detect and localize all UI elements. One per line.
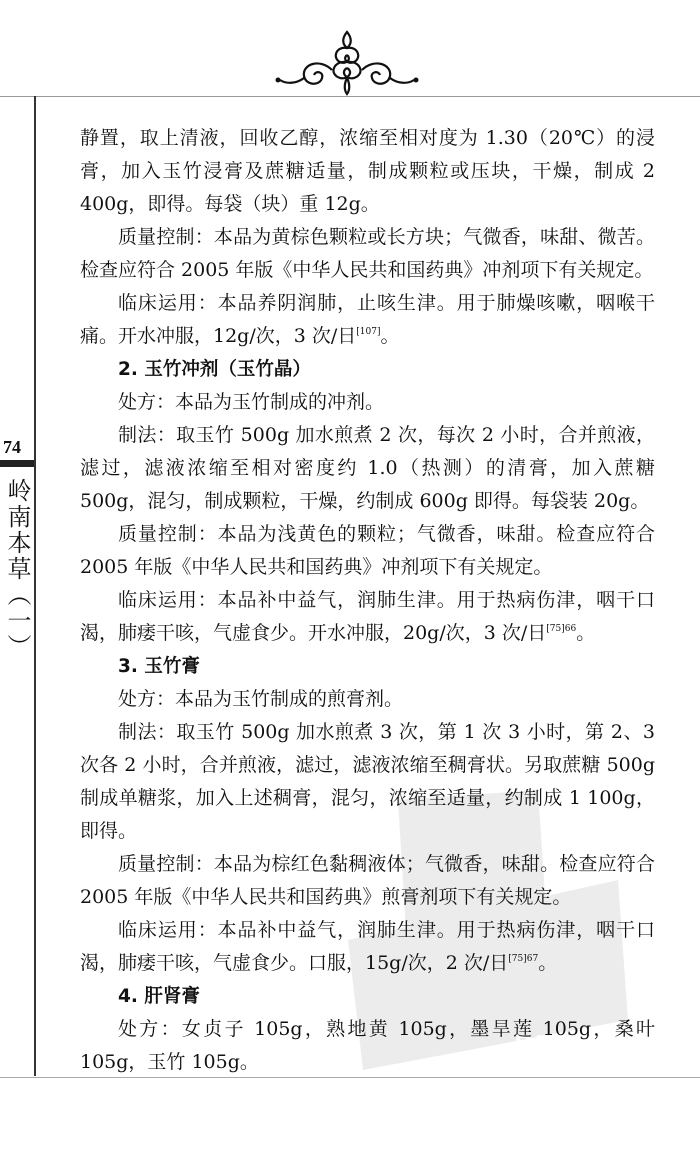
paragraph — [80, 419, 655, 518]
page-number-tab — [0, 460, 34, 467]
paragraph-text: 制法：取玉竹 500g 加水煎煮 2 次，每次 2 小时，合并煎液，滤过，滤液浓缩至相对密度约 1.0（热测）的清膏，加入蔗糖 500g，混匀，制成颗粒，干燥，约制成 600g 即得。每袋装 20g。 — [80, 424, 655, 512]
watermark-label: PDG — [513, 1029, 587, 1069]
paragraph-text: 临床运用：本品补中益气，润肺生津。用于热病伤津，咽干口渴，肺痿干咳，气虚食少。开水冲服，20g/次，3 次/日 — [80, 589, 655, 644]
paragraph-text: 处方：本品为玉竹制成的煎膏剂。 — [118, 688, 404, 710]
section-heading: 2. 玉竹冲剂（玉竹晶） — [118, 359, 311, 380]
paragraph-tail: 。 — [576, 622, 596, 644]
section-heading: 4. 肝肾膏 — [118, 986, 200, 1007]
paragraph-tail: 。 — [380, 325, 400, 347]
paragraph-text: 质量控制：本品为棕红色黏稠液体；气微香，味甜。检查应符合 2005 年版《中华人民共和国药典》煎膏剂项下有关规定。 — [80, 853, 655, 908]
paragraph — [80, 221, 655, 287]
paragraph — [80, 287, 655, 353]
header-rule — [0, 96, 700, 97]
margin-rule — [34, 96, 36, 1076]
paragraph-text: 静置，取上清液，回收乙醇，浓缩至相对度为 1.30（20℃）的浸膏，加入玉竹浸膏及蔗糖适量，制成颗粒或压块，干燥，制成 2 400g，即得。每袋（块）重 12g。 — [80, 127, 655, 215]
paragraph — [80, 584, 655, 650]
paragraph-text: 处方：女贞子 105g，熟地黄 105g，墨旱莲 105g，桑叶 105g，玉竹 105g。 — [80, 1018, 655, 1073]
section-heading: 3. 玉竹膏 — [118, 656, 200, 677]
paragraph-text: 质量控制：本品为浅黄色的颗粒；气微香，味甜。检查应符合 2005 年版《中华人民共和国药典》冲剂项下有关规定。 — [80, 523, 655, 578]
paragraph — [80, 848, 655, 914]
page-body — [80, 122, 655, 1079]
paragraph — [80, 386, 655, 419]
page-number: 74 — [3, 437, 21, 457]
paragraph — [80, 683, 655, 716]
paragraph — [80, 518, 655, 584]
paragraph — [80, 122, 655, 221]
paragraph-text: 临床运用：本品补中益气，润肺生津。用于热病伤津，咽干口渴，肺痿干咳，气虚食少。口服，15g/次，2 次/日 — [80, 919, 655, 974]
paragraph-text: 处方：本品为玉竹制成的冲剂。 — [118, 391, 385, 413]
header-ornament — [272, 28, 422, 100]
running-book-title: 岭南本草（一） — [3, 478, 31, 660]
citation-ref: [75]67 — [508, 954, 539, 964]
paragraph — [80, 914, 655, 980]
paragraph — [80, 1013, 655, 1079]
citation-ref: [75]66 — [546, 624, 577, 634]
paragraph — [80, 716, 655, 848]
paragraph-text: 质量控制：本品为黄棕色颗粒或长方块；气微香，味甜、微苦。检查应符合 2005 年版《中华人民共和国药典》冲剂项下有关规定。 — [80, 226, 655, 281]
paragraph-text: 临床运用：本品养阴润肺，止咳生津。用于肺燥咳嗽，咽喉干痛。开水冲服，12g/次，3 次/日 — [80, 292, 655, 347]
paragraph-text: 制法：取玉竹 500g 加水煎煮 3 次，第 1 次 3 小时，第 2、3 次各 2 小时，合并煎液，滤过，滤液浓缩至稠膏状。另取蔗糖 500g 制成单糖浆，加入上述稠膏，混匀，浓缩至适量，约制成 1 100g，即得。 — [80, 721, 655, 842]
citation-ref: [107] — [356, 327, 381, 337]
paragraph-tail: 。 — [538, 952, 558, 974]
